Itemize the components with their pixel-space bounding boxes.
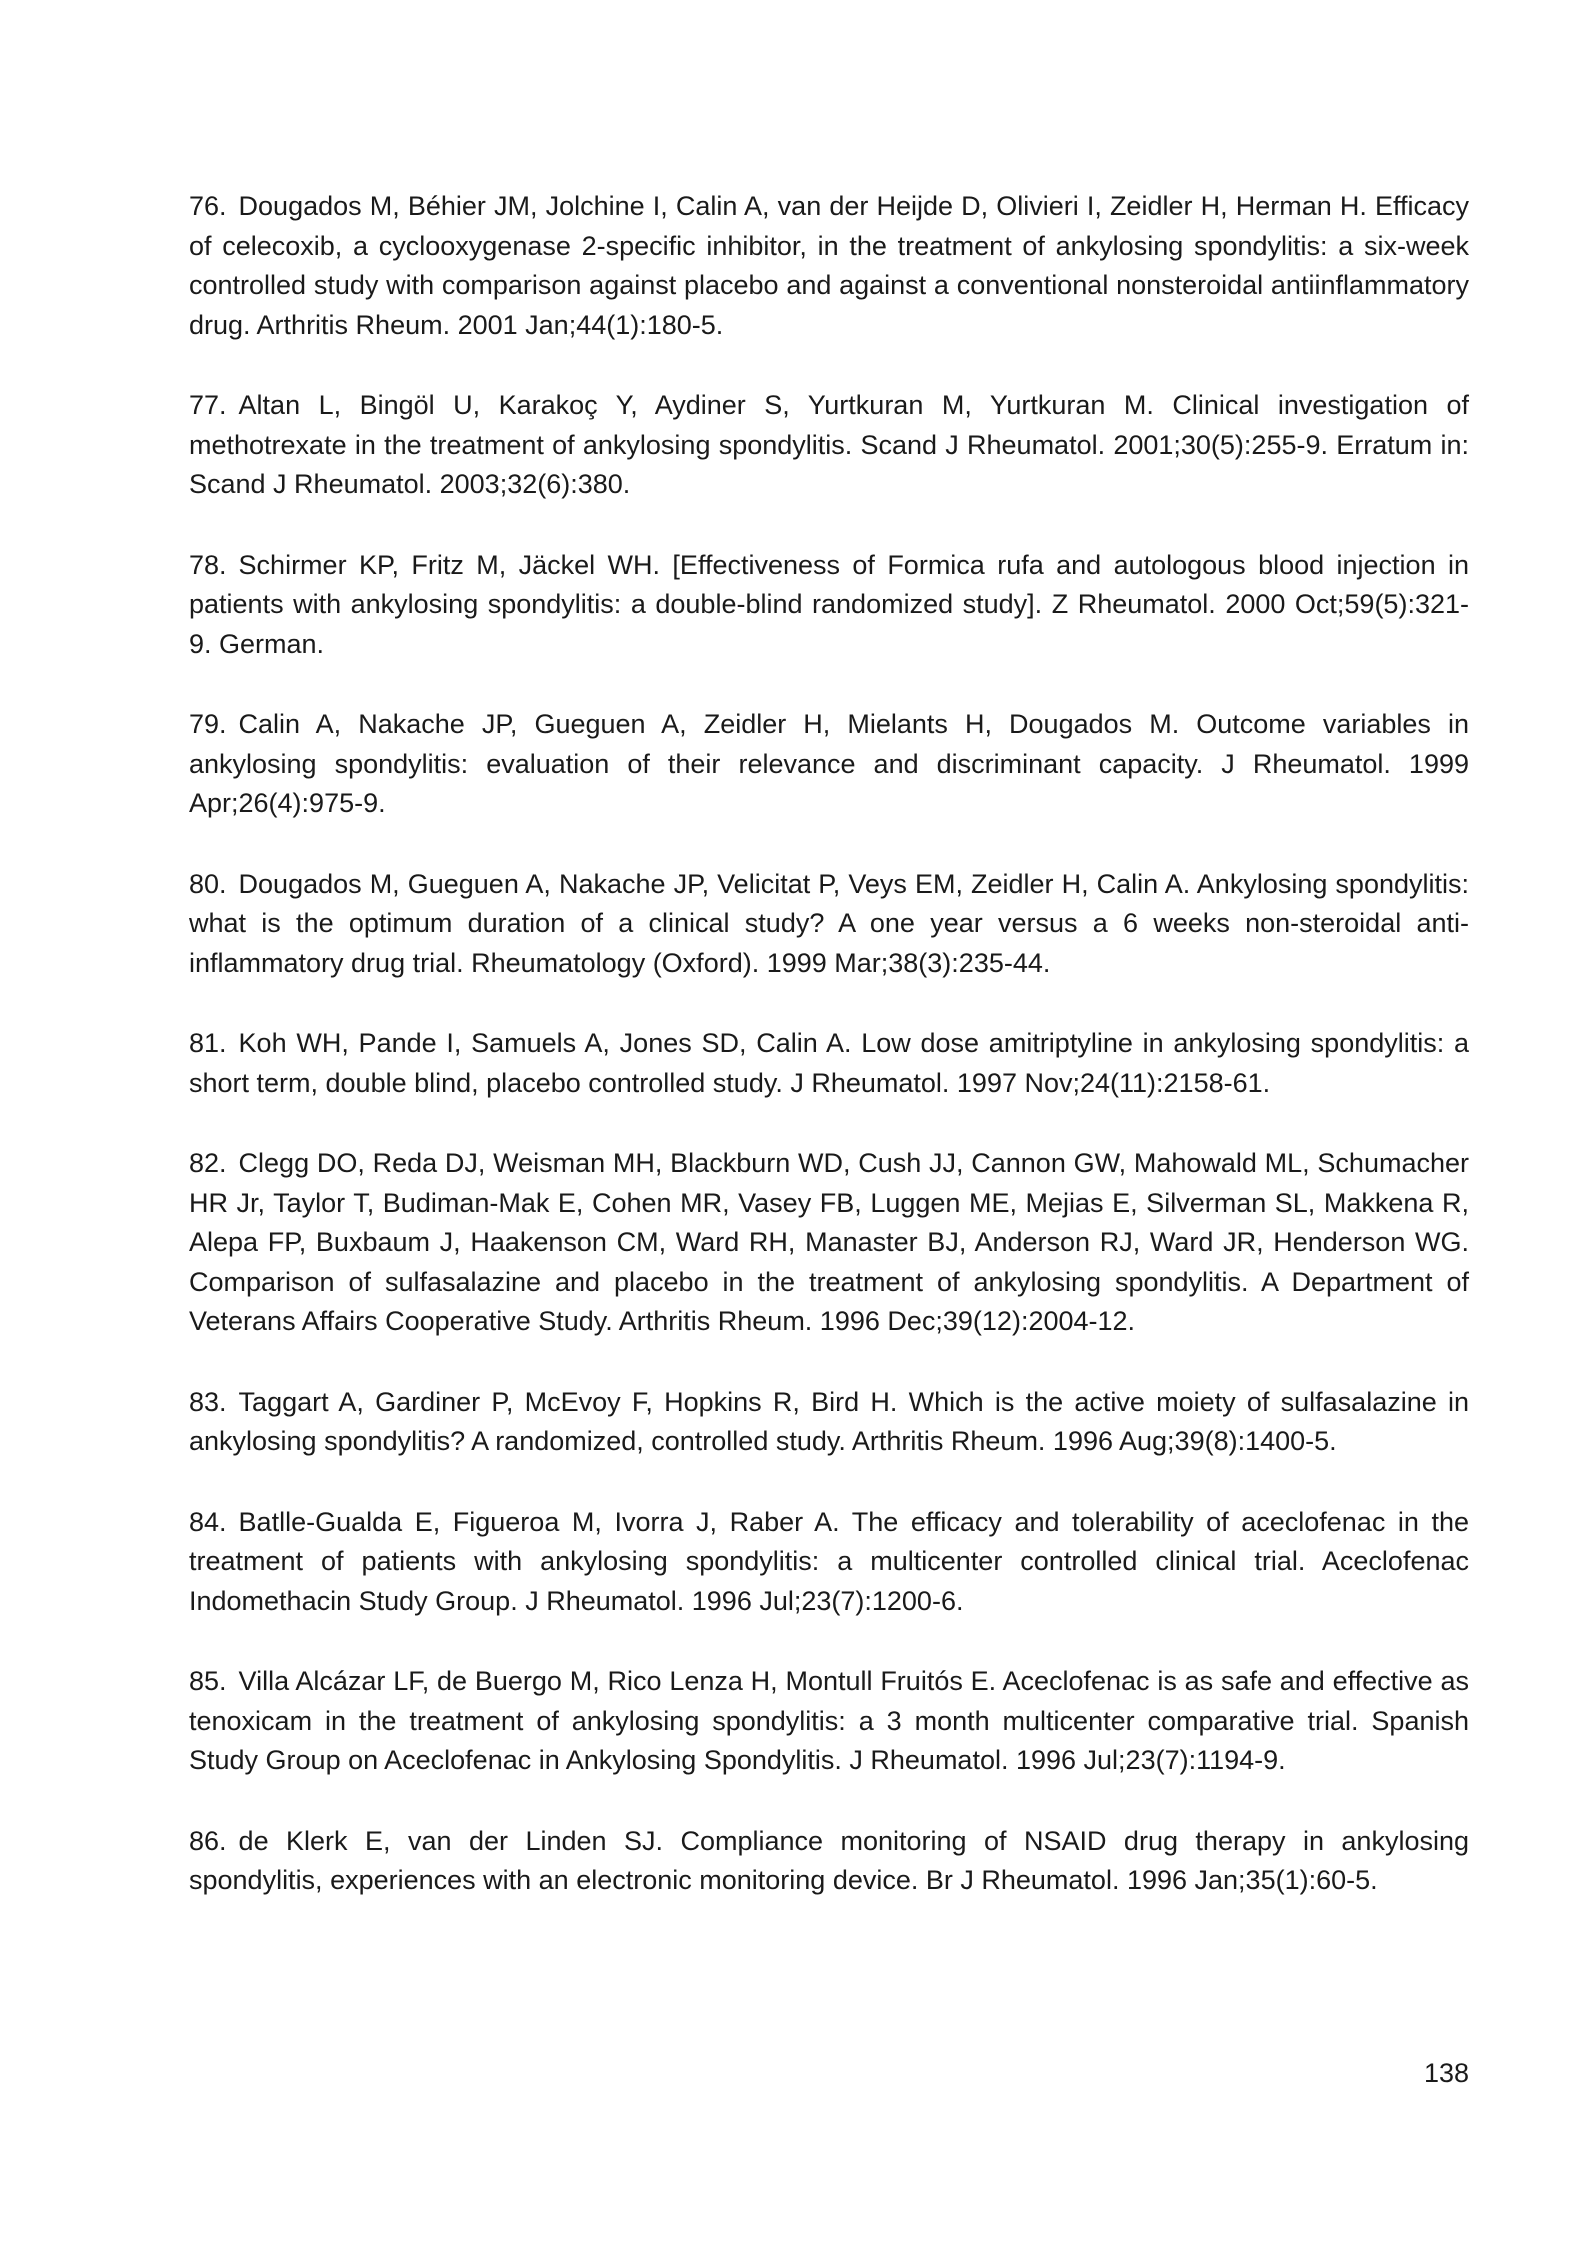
reference-84 bbox=[189, 1503, 1469, 1622]
reference-80 bbox=[189, 865, 1469, 984]
reference-number: 76. bbox=[189, 191, 227, 221]
reference-text: Altan L, Bingöl U, Karakoç Y, Aydiner S, Yurtkuran M, Yurtkuran M. Clinical investigation of methotrexate in the treatment of ankylosing spondylitis. Scand J Rheumatol. 2001;30(5):255-9. Erratum in: Scand J Rheumatol. 2003;32(6):380. bbox=[189, 390, 1469, 499]
reference-86 bbox=[189, 1822, 1469, 1901]
reference-85 bbox=[189, 1662, 1469, 1781]
reference-number: 82. bbox=[189, 1148, 227, 1178]
reference-text: Dougados M, Béhier JM, Jolchine I, Calin A, van der Heijde D, Olivieri I, Zeidler H, Herman H. Efficacy of celecoxib, a cyclooxygenase 2-specific inhibitor, in the treatment of ankylosing spondylitis: a six-week controlled study with comparison against placebo and against a conventional nonsteroidal antiinflammatory drug. Arthritis Rheum. 2001 Jan;44(1):180-5. bbox=[189, 191, 1469, 340]
reference-number: 77. bbox=[189, 390, 227, 420]
reference-text: Calin A, Nakache JP, Gueguen A, Zeidler H, Mielants H, Dougados M. Outcome variables in ankylosing spondylitis: evaluation of their relevance and discriminant capacity. J Rheumatol. 1999 Apr;26(4):975-9. bbox=[189, 709, 1469, 818]
reference-number: 84. bbox=[189, 1506, 227, 1537]
reference-82 bbox=[189, 1144, 1469, 1342]
reference-text: Dougados M, Gueguen A, Nakache JP, Velicitat P, Veys EM, Zeidler H, Calin A. Ankylosing spondylitis: what is the optimum duration of a clinical study? A one year versus a 6 weeks non-steroidal anti-inflammatory drug trial. Rheumatology (Oxford). 1999 Mar;38(3):235-44. bbox=[189, 868, 1469, 978]
reference-text: Villa Alcázar LF, de Buergo M, Rico Lenza H, Montull Fruitós E. Aceclofenac is as safe and effective as tenoxicam in the treatment of ankylosing spondylitis: a 3 month multicenter comparative trial. Spanish Study Group on Aceclofenac in Ankylosing Spondylitis. J Rheumatol. 1996 Jul;23(7):1194-9. bbox=[189, 1666, 1469, 1775]
reference-78 bbox=[189, 546, 1469, 665]
reference-83 bbox=[189, 1383, 1469, 1462]
reference-number: 80. bbox=[189, 868, 227, 899]
reference-79 bbox=[189, 705, 1469, 824]
reference-number: 81. bbox=[189, 1028, 227, 1058]
reference-number: 83. bbox=[189, 1386, 227, 1417]
reference-text: Clegg DO, Reda DJ, Weisman MH, Blackburn WD, Cush JJ, Cannon GW, Mahowald ML, Schumacher HR Jr, Taylor T, Budiman-Mak E, Cohen MR, Vasey FB, Luggen ME, Mejias E, Silverman SL, Makkena R, Alepa FP, Buxbaum J, Haakenson CM, Ward RH, Manaster BJ, Anderson RJ, Ward JR, Henderson WG. Comparison of sulfasalazine and placebo in the treatment of ankylosing spondylitis. A Department of Veterans Affairs Cooperative Study. Arthritis Rheum. 1996 Dec;39(12):2004-12. bbox=[189, 1148, 1469, 1336]
reference-text: de Klerk E, van der Linden SJ. Compliance monitoring of NSAID drug therapy in ankylosing spondylitis, experiences with an electronic monitoring device. Br J Rheumatol. 1996 Jan;35(1):60-5. bbox=[189, 1825, 1469, 1895]
reference-77 bbox=[189, 386, 1469, 505]
reference-number: 86. bbox=[189, 1825, 227, 1856]
reference-text: Taggart A, Gardiner P, McEvoy F, Hopkins R, Bird H. Which is the active moiety of sulfasalazine in ankylosing spondylitis? A randomized, controlled study. Arthritis Rheum. 1996 Aug;39(8):1400-5. bbox=[189, 1386, 1469, 1456]
reference-text: Schirmer KP, Fritz M, Jäckel WH. [Effectiveness of Formica rufa and autologous blood injection in patients with ankylosing spondylitis: a double-blind randomized study]. Z Rheumatol. 2000 Oct;59(5):321-9. German. bbox=[189, 549, 1469, 659]
reference-number: 85. bbox=[189, 1666, 227, 1696]
reference-text: Koh WH, Pande I, Samuels A, Jones SD, Calin A. Low dose amitriptyline in ankylosing spondylitis: a short term, double blind, placebo controlled study. J Rheumatol. 1997 Nov;24(11):2158-61. bbox=[189, 1028, 1469, 1098]
reference-number: 79. bbox=[189, 709, 227, 739]
reference-number: 78. bbox=[189, 549, 227, 580]
reference-text: Batlle-Gualda E, Figueroa M, Ivorra J, Raber A. The efficacy and tolerability of aceclofenac in the treatment of patients with ankylosing spondylitis: a multicenter controlled clinical trial. Aceclofenac Indomethacin Study Group. J Rheumatol. 1996 Jul;23(7):1200-6. bbox=[189, 1506, 1469, 1616]
reference-list bbox=[189, 187, 1469, 1942]
page-number: 138 bbox=[1423, 2058, 1469, 2088]
reference-81 bbox=[189, 1024, 1469, 1103]
reference-76 bbox=[189, 187, 1469, 345]
